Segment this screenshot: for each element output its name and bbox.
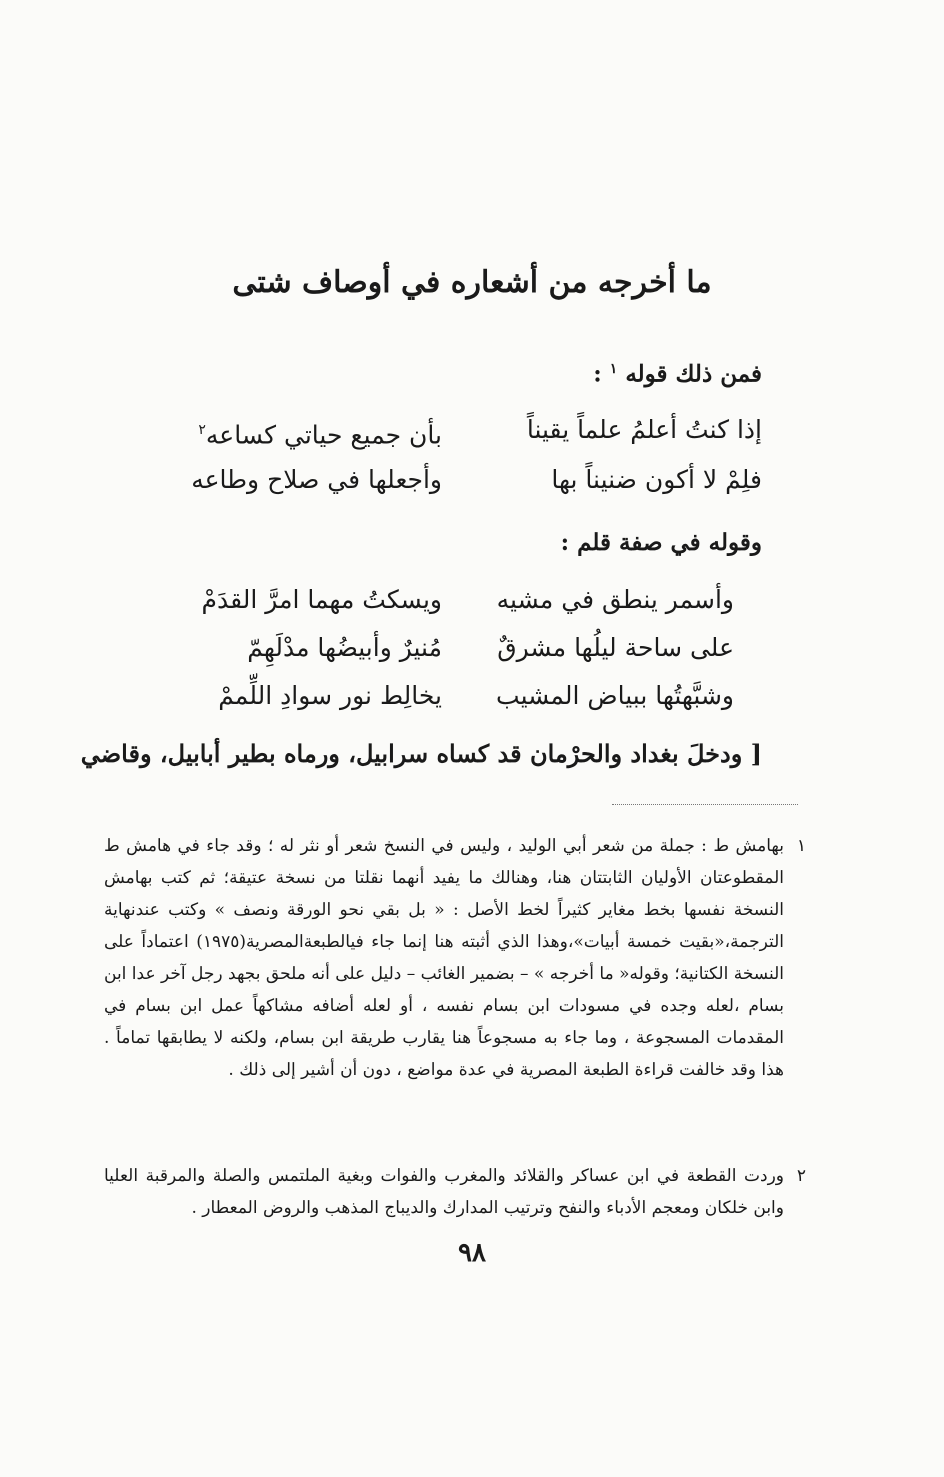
verse-hemistich-second: يخالِط نور سوادِ اللِّممْ [218,681,442,710]
intro-text: فمن ذلك قوله [625,360,762,388]
verse-hemistich-second: وأجعلها في صلاح وطاعه [191,465,442,494]
verse-hemistich-second: ويسكتُ مهما امرَّ القدَمْ [201,585,442,614]
footnote-ref-1: ١ [609,361,618,377]
footnote-separator [612,804,798,805]
page-title: ما أخرجه من أشعاره في أوصاف شتى [232,265,712,300]
verse-line [142,404,762,456]
section-intro [593,350,762,394]
intro-colon: : [593,360,602,388]
footnote-text: بهامش ط : جملة من شعر أبي الوليد ، وليس في النسخ شعر أو نثر له ؛ وقد جاء في هامش ط المقطوعتان الأوليان الثابتتان هنا، وهنالك ما يفيد أنهما نقلتا من نسخة عتيقة؛ ثم كتب بهامش النسخة نفسها بخط مغاير كثيراً لخط الأصل : « بل بقي نحو الورقة ونصف » وكتب عندنهاية الترجمة،«بقيت خمسة أبيات»،وهذا الذي أثبته هنا إنما جاء فيالطبعةالمصرية(١٩٧٥) اعتماداً على النسخة الكتانية؛ وقوله« ما أخرجه » – بضمير الغائب – دليل على أنه ملحق بجهد رجل آخر عدا ابن بسام ،لعله وجده في مسودات ابن بسام نفسه ، أو لعله أضافه مشاكهاً عمل ابن بسام في المقدمات المسجوعة ، وما جاء به مسجوعاً هنا يقارب طريقة ابن بسام، ولكنه لا يطابقها تماماً . هذا وقد خالفت قراءة الطبعة المصرية في عدة مواضع ، دون أن أشير إلى ذلك . [104,836,784,1080]
verse-line [114,622,734,674]
verse-hemistich-first: فلِمْ لا أكون ضنيناً بها [551,465,762,494]
verse-hemistich-first: وأسمر ينطق في مشيه [496,585,734,614]
verse-line [114,574,734,626]
verse-line [142,454,762,506]
verse-hemistich-second: مُنيرٌ وأبيضُها مدْلَهِمّ [247,633,442,662]
footnote-text: وردت القطعة في ابن عساكر والقلائد والمغرب والفوات وبغية الملتمس والصلة والمرقبة العليا وابن خلكان ومعجم الأدباء والنفح وترتيب المدارك والديباج المذهب والروض المعطار . [104,1166,784,1218]
page-number: ٩٨ [458,1238,486,1268]
verse-hemistich-second: بأن جميع حياتي كساعه$^٢$ [198,420,442,450]
verse-hemistich-first: وشبَّهتُها ببياض المشيب [496,681,734,710]
section-intro: وقوله في صفة قلم : [560,529,762,556]
footnote-number: ١ [796,836,806,856]
continuation-text: [ ودخلَ بغداد والحرْمان قد كساه سرابيل، ورماه بطير أبابيل، وقاضي [80,739,762,768]
verse-hemistich-first: على ساحة ليلُها مشرقٌ [497,633,734,662]
verse-line [114,670,734,722]
verse-hemistich-first: إذا كنتُ أعلمُ علماً يقيناً [526,415,762,444]
footnote-ref-2: ٢ [198,422,206,438]
footnote-number: ٢ [796,1166,806,1186]
